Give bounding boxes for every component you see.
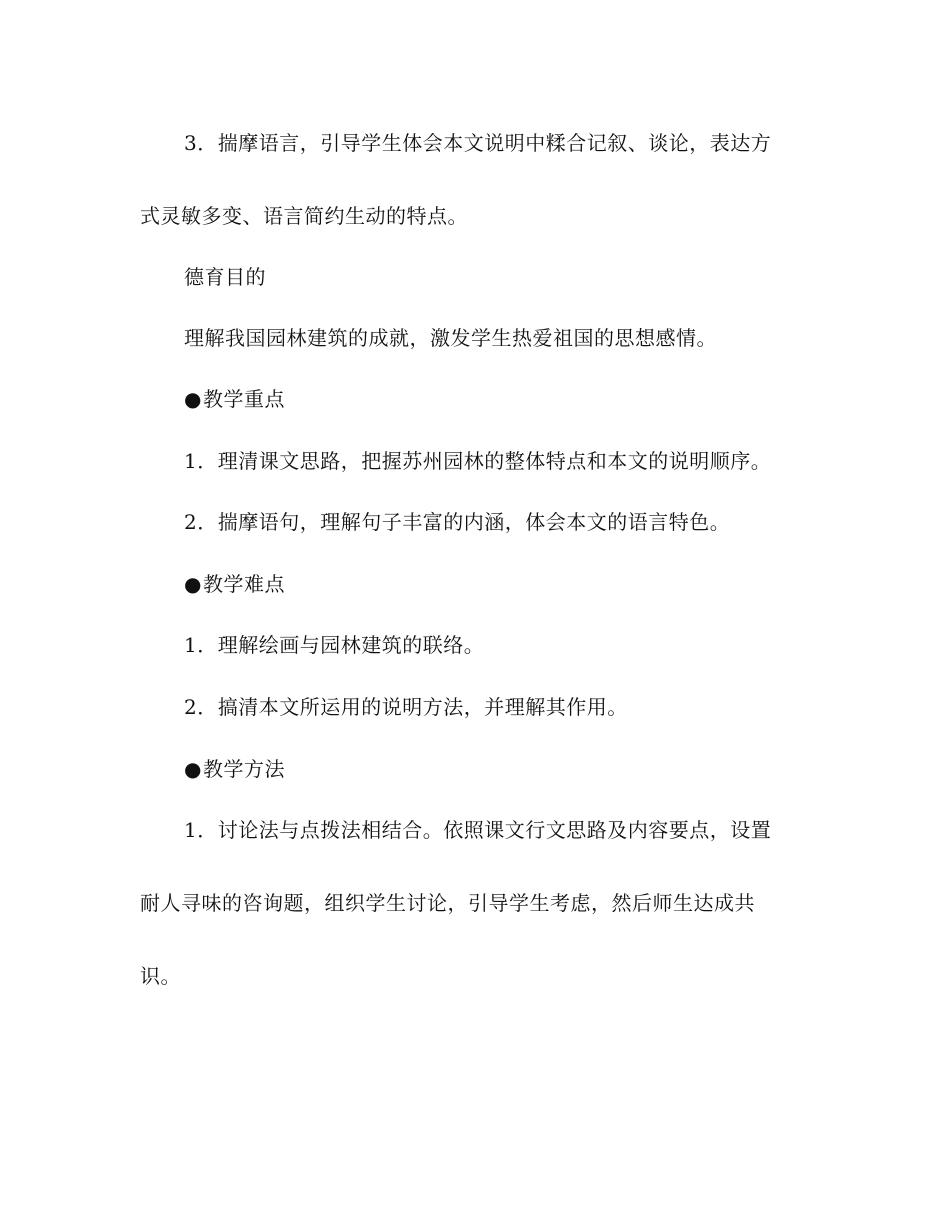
paragraph-difficulty-2: 2．搞清本文所运用的说明方法，并理解其作用。 — [184, 695, 628, 719]
heading-moral-goal: 德育目的 — [184, 265, 266, 289]
heading-teaching-method-label: 教学方法 — [202, 757, 285, 781]
paragraph-focus-1: 1．理清课文思路，把握苏州园林的整体特点和本文的说明顺序。 — [184, 449, 772, 473]
bullet-icon: ● — [184, 572, 202, 596]
paragraph-method-1-line-2: 耐人寻味的咨询题，组织学生讨论，引导学生考虑，然后师生达成共 — [140, 891, 755, 915]
paragraph-difficulty-1: 1．理解绘画与园林建筑的联络。 — [184, 633, 485, 657]
heading-teaching-method — [184, 756, 285, 782]
paragraph-method-1-line-1: 1．讨论法与点拨法相结合。依照课文行文思路及内容要点，设置 — [184, 818, 772, 842]
paragraph-method-1-line-3: 识。 — [140, 964, 181, 988]
paragraph-objective-3-line-1: 3．揣摩语言，引导学生体会本文说明中糅合记叙、谈论，表达方 — [184, 131, 772, 155]
paragraph-objective-3-line-2: 式灵敏多变、语言简约生动的特点。 — [140, 204, 468, 228]
bullet-icon: ● — [184, 757, 202, 781]
paragraph-moral-goal: 理解我国园林建筑的成就，激发学生热爱祖国的思想感情。 — [184, 326, 717, 350]
heading-teaching-difficulty — [184, 571, 285, 597]
heading-teaching-difficulty-label: 教学难点 — [202, 572, 285, 596]
bullet-icon: ● — [184, 387, 202, 411]
heading-teaching-focus-label: 教学重点 — [202, 387, 285, 411]
heading-teaching-focus — [184, 386, 285, 412]
paragraph-focus-2: 2．揣摩语句，理解句子丰富的内涵，体会本文的语言特色。 — [184, 510, 731, 534]
